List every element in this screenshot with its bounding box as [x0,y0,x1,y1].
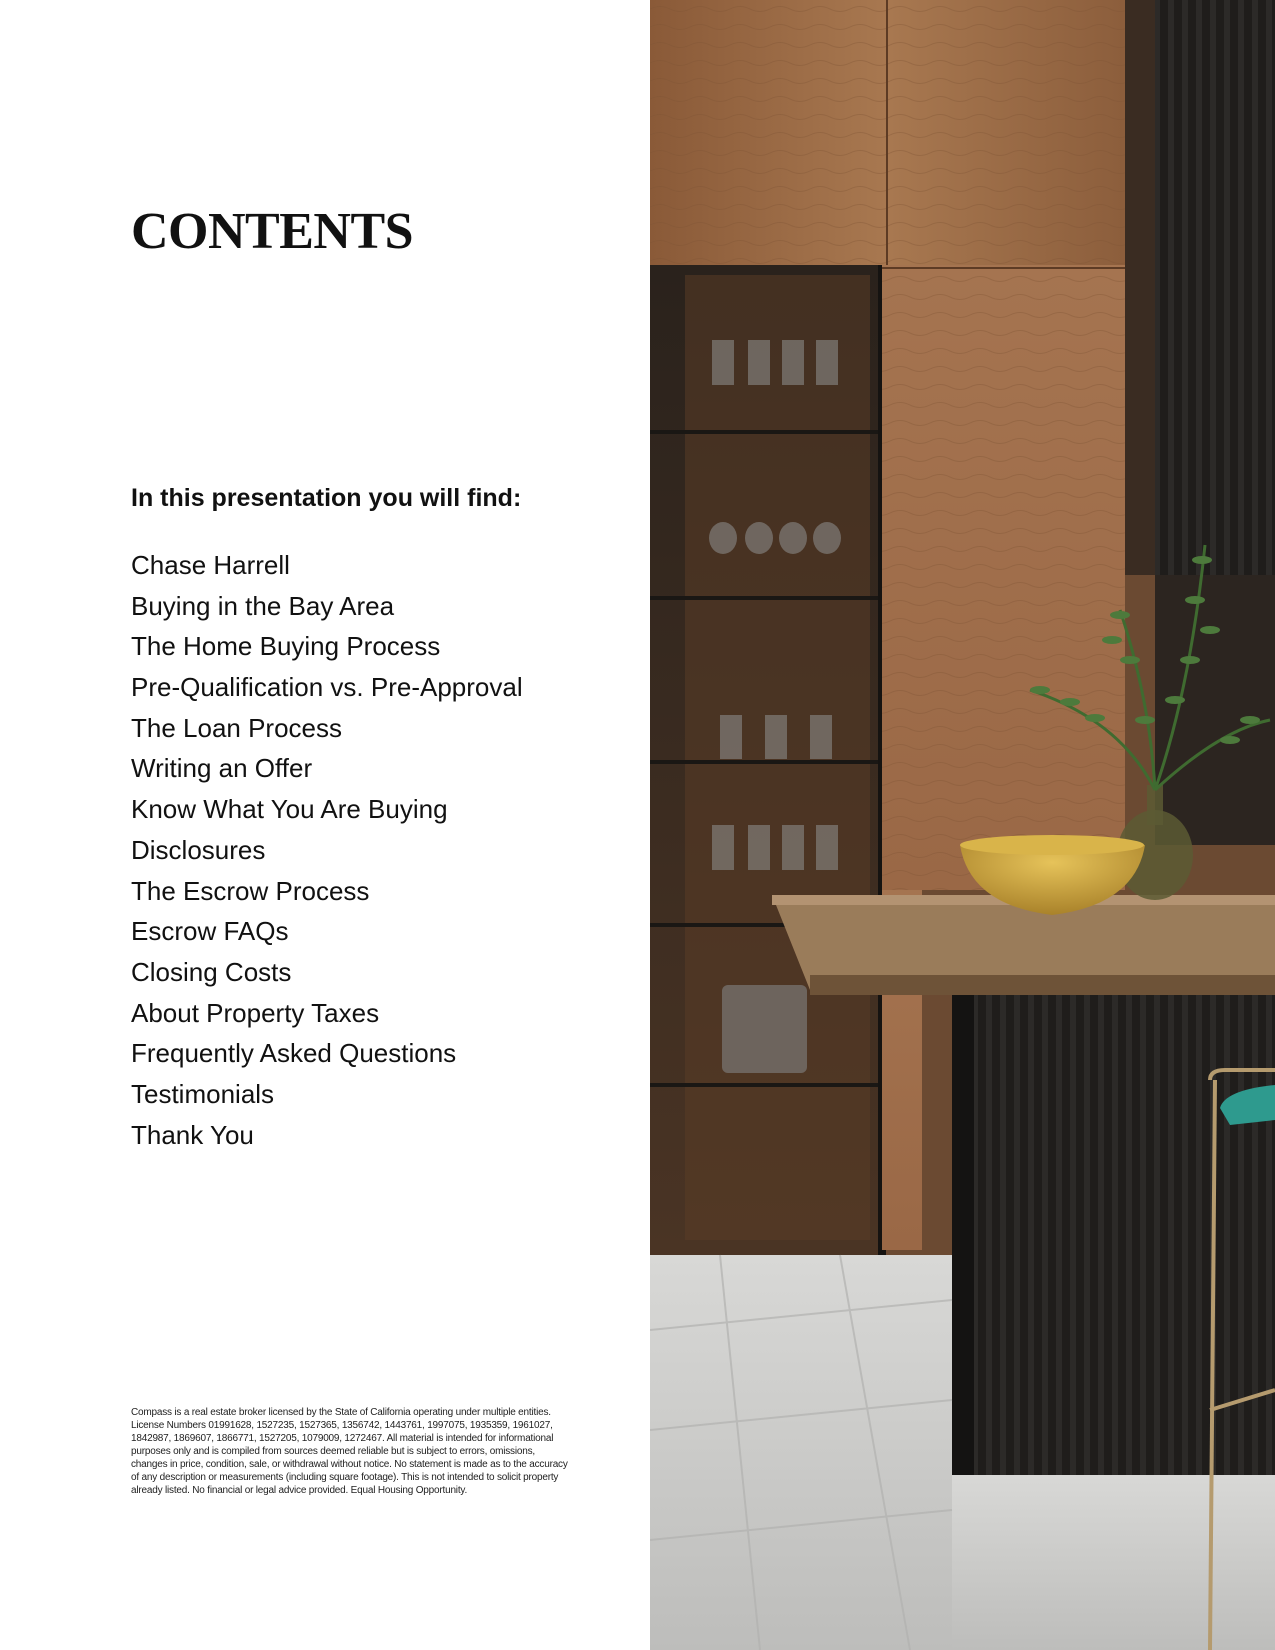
contents-item: Thank You [131,1119,254,1150]
contents-item: Closing Costs [131,956,292,987]
contents-item: Buying in the Bay Area [131,590,395,621]
contents-item: About Property Taxes [131,997,380,1028]
contents-item: Escrow FAQs [131,916,289,947]
contents-item: The Escrow Process [131,875,370,906]
contents-item: The Home Buying Process [131,631,441,662]
contents-item: Pre-Qualification vs. Pre-Approval [131,672,523,703]
contents-item: Know What You Are Buying [131,794,448,825]
legal-disclaimer: Compass is a real estate broker licensed by the State of California operating under multiple entities. License Numbers 01991628, 1527235, 1527365, 1356742, 1443761, 1997075, 1935359, 1961027, 1842987, 1869607, 1866771, 1527205, 1079009, 1272467. All material is intended for informational purposes only and is compiled from sources deemed reliable but is subject to errors, omissions, changes in price, condition, sale, or withdrawal without notice. No statement is made as to the accuracy of any description or measurements (including square footage). This is not intended to solicit property already listed. No financial or legal advice provided. Equal Housing Opportunity. [131,1407,568,1496]
kitchen-interior-photo [650,0,1275,1650]
intro-heading: In this presentation you will find: [131,484,522,512]
contents-item: Writing an Offer [131,753,313,784]
contents-item: The Loan Process [131,712,343,743]
contents-item: Chase Harrell [131,550,290,580]
page-title: CONTENTS [131,203,414,260]
kitchen-illustration [650,0,1275,1650]
contents-item: Testimonials [131,1078,275,1109]
contents-list [131,545,523,1155]
contents-item: Frequently Asked Questions [131,1038,457,1069]
contents-item: Disclosures [131,834,266,865]
